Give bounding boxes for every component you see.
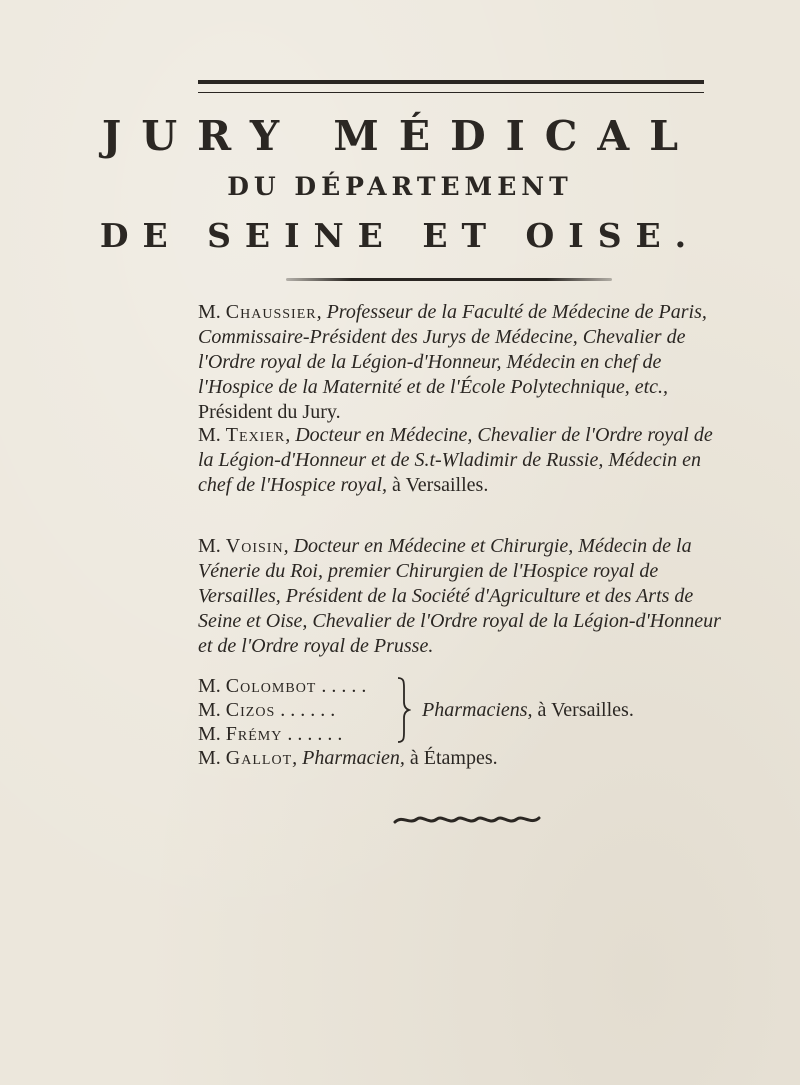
member-name: Colombot [225, 675, 317, 697]
subtitle-line-1: DU DÉPARTEMENT [227, 172, 573, 201]
pharmaciens-location: à Versailles. [537, 699, 634, 721]
pharmacien-row [198, 674, 366, 699]
member-prefix: M. [198, 723, 221, 745]
member-entry-chaussier [198, 300, 728, 425]
pharmacien-row [198, 722, 342, 747]
member-role: Président du Jury. [198, 401, 341, 423]
member-prefix: M. [198, 301, 221, 323]
curly-brace-icon [395, 676, 411, 744]
member-entry-gallot [198, 746, 498, 771]
member-name: Texier [225, 424, 286, 446]
leader-dots: . . . . . . [287, 723, 343, 745]
member-prefix: M. [198, 424, 221, 446]
top-double-rule [198, 80, 704, 93]
member-name: Gallot [225, 747, 293, 769]
pharmaciens-role: Pharmaciens, [422, 699, 533, 721]
member-name: Cizos [225, 699, 276, 721]
member-name: Voisin [225, 535, 284, 557]
member-location: à Étampes. [409, 747, 498, 769]
pharmacien-row [198, 698, 335, 723]
leader-dots: . . . . . . [280, 699, 336, 721]
member-location: à Versailles. [392, 474, 489, 496]
member-name: Chaussier [225, 301, 317, 323]
member-name: Frémy [225, 723, 283, 745]
pharmaciens-label [422, 698, 634, 723]
member-prefix: M. [198, 747, 221, 769]
member-prefix: M. [198, 699, 221, 721]
ornamental-divider-icon [393, 813, 541, 827]
member-description: , Docteur en Médecine, Chevalier de l'Ordre royal de la Légion-d'Honneur et de S.t-Wladimir de Russie, Médecin en chef de l'Hospice royal, [198, 424, 713, 496]
middle-rule [286, 278, 612, 281]
member-description: , Professeur de la Faculté de Médecine de Paris, Commissaire-Président des Jurys de Médecine, Chevalier de l'Ordre royal de la Légion-d'Honneur, Médecin en chef de l'Hospice de la Maternité et de l'École Polytechnique, etc., [198, 301, 707, 398]
document-title: JURY MÉDICAL [101, 112, 699, 160]
member-description: , Pharmacien, [292, 747, 405, 769]
member-prefix: M. [198, 675, 221, 697]
member-entry-texier [198, 423, 728, 498]
member-description: , Docteur en Médecine et Chirurgie, Médecin de la Vénerie du Roi, premier Chirurgien de l'Hospice royal de Versailles, Président de la Société d'Agriculture et des Arts de Seine et Oise, Chevalier de l'Ordre royal de la Légion-d'Honneur et de l'Ordre royal de Prusse. [198, 535, 721, 657]
leader-dots: . . . . . [321, 675, 367, 697]
member-entry-voisin [198, 534, 728, 659]
member-prefix: M. [198, 535, 221, 557]
subtitle-line-2: DE SEINE ET OISE. [99, 216, 701, 255]
